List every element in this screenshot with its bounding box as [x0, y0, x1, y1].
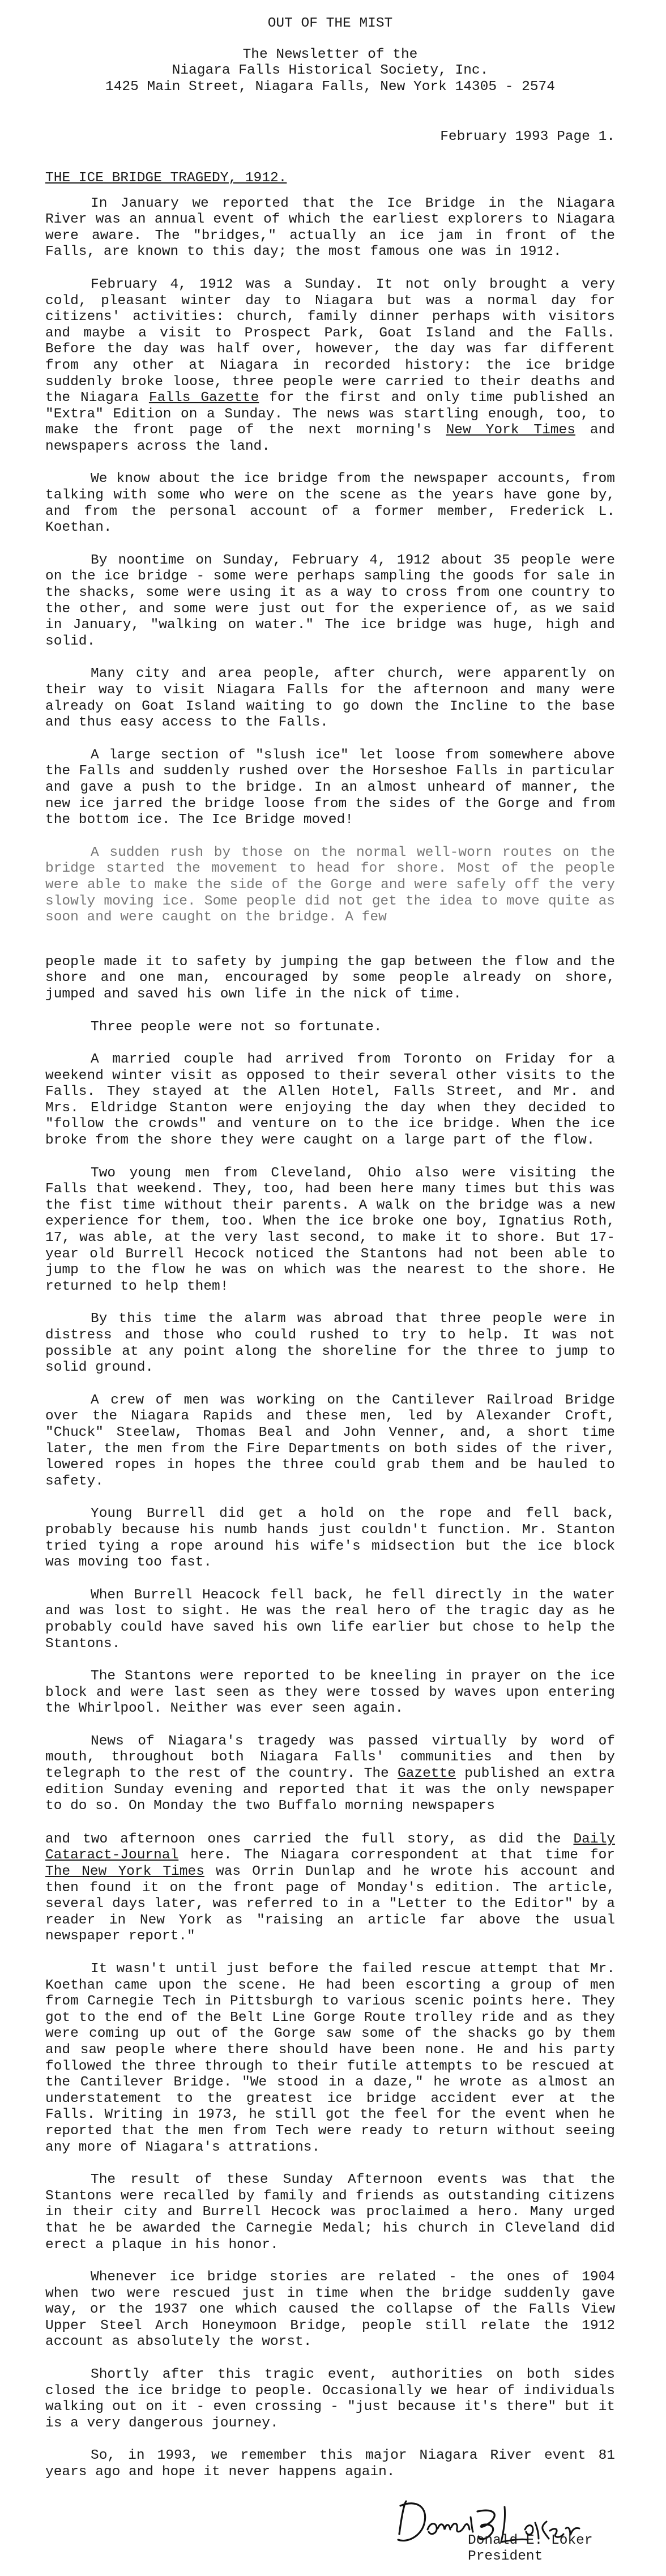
paragraph-2-text-b: for the first and only time published an "Extra" Edition on a Sunday. The news was startling enough, too, to make the front page of the next morning's — [45, 390, 615, 438]
paragraph-17 — [45, 1734, 615, 1815]
page-gap — [45, 1815, 615, 1832]
paragraph-5: Many city and area people, after church, were apparently on their way to visit Niagara Falls for the afternoon and many were already on Goat Island waiting to go down the Incline to the base and thus easy access to the Falls. — [45, 666, 615, 731]
paragraph-6: A large section of "slush ice" let loose from somewhere above the Falls and suddenly rushed over the Horseshoe Falls in particular and gave a push to the bridge. In an almost unheard of manner, the new ice jarred the bridge loose from the sides of the Gorge and from the bottom ice. The Ice Bridge moved! — [45, 747, 615, 828]
paragraph-2 — [45, 277, 615, 455]
paragraph-2-text-a: February 4, 1912 was a Sunday. It not only brought a very cold, pleasant winter day to Niagara but was a normal day for citizens' activities: church, family dinner perhaps with visitors and maybe a visit to Prospect Park, Goat Island and the Falls. Before the day was half over, however, the day was far different from any other at Niagara in recorded history: the ice bridge suddenly broke loose, three people were carried to their deaths and the Niagara — [45, 276, 615, 406]
signature-block — [45, 2491, 615, 2576]
masthead-subtitle: The Newsletter of the — [242, 46, 418, 62]
paragraph-21: Whenever ice bridge stories are related - the ones of 1904 when two were rescued just in time when the bridge suddenly gave way, or the 1937 one which caused the collapse of the Falls View Upper Steel Arch Honeymoon Bridge, people still relate the 1912 account as absolutely the worst. — [45, 2270, 615, 2350]
paragraph-4: By noontime on Sunday, February 4, 1912 about 35 people were on the ice bridge - some were perhaps sampling the goods for sale in the shacks, some were using it as a way to cross from one country to the other, and some were just out for the experience of, as we said in January, "walking on water." The ice bridge was huge, high and solid. — [45, 552, 615, 649]
paragraph-14: Young Burrell did get a hold on the rope and fell back, probably because his numb hands just couldn't function. Mr. Stanton tried tying a rope around his wife's midsection but the ice block was moving too fast. — [45, 1506, 615, 1571]
paragraph-16: The Stantons were reported to be kneeling in prayer on the ice block and were last seen as they were tossed by waves upon entering the Whirlpool. Neither was ever seen again. — [45, 1669, 615, 1717]
paragraph-18-text-a: and two afternoon ones carried the full story, as did the — [45, 1831, 574, 1847]
paragraph-20: The result of these Sunday Afternoon events was that the Stantons were recalled by family and friends as outstanding citizens in their city and Burrell Hecock was proclaimed a hero. Many urged that he be awarded the Carnegie Medal; his church in Cleveland did erect a plaque in his honor. — [45, 2172, 615, 2253]
newspaper-name: Daily Cataract-Journal — [45, 1831, 615, 1863]
newsletter-title: OUT OF THE MIST — [267, 16, 393, 31]
paragraph-8: people made it to safety by jumping the gap between the flow and the shore and one man, encouraged by some people already on shore, jumped and saved his own life in the nick of time. — [45, 954, 615, 1002]
paragraph-23: So, in 1993, we remember this major Niagara River event 81 years ago and hope it never happens again. — [45, 2448, 615, 2480]
page-gap — [45, 926, 615, 954]
masthead — [45, 16, 615, 95]
paragraph-10: A married couple had arrived from Toronto on Friday for a weekend winter visit as opposed to their several other visits to the Falls. They stayed at the Allen Hotel, Falls Street, and Mr. and Mrs. Eldridge Stanton were enjoying the day when they decided to "follow the crowds" and venture on to the ice bridge. When the ice broke from the shore they were caught on a large part of the flow. — [45, 1052, 615, 1149]
paragraph-9: Three people were not so fortunate. — [91, 1019, 382, 1035]
paragraph-18-text-c: was Orrin Dunlap and he wrote his account and then found it on the front page of Monday's edition. The article, several days later, was referred to in a "Letter to the Editor" by a reader in New York as "raising an article far above the usual newspaper report." — [45, 1864, 615, 1944]
paragraph-18 — [45, 1832, 615, 1945]
newspaper-name: Falls Gazette — [148, 390, 259, 406]
paragraph-17-text-b: published an extra edition Sunday evening and reported that it was the only newspaper to do so. On Monday the two Buffalo morning newspapers — [45, 1766, 615, 1814]
paragraph-2-text-c: and newspapers across the land. — [45, 423, 615, 454]
paragraph-17-text-a: News of Niagara's tragedy was passed virtually by word of mouth, throughout both Niagara Falls' communities and then by telegraph to the rest of the country. The — [45, 1733, 615, 1782]
signer-name: Donald E. Loker — [468, 2532, 593, 2548]
paragraph-1: In January we reported that the Ice Bridge in the Niagara River was an annual event of which the earliest explorers to Niagara were aware. The "bridges," actually an ice jam in front of the Falls, are known to this day; the most famous one was in 1912. — [45, 195, 615, 260]
paragraph-12: By this time the alarm was abroad that three people were in distress and those who could rushed to try to help. It was not possible at any point along the shoreline for the three to jump to solid ground. — [45, 1311, 615, 1376]
paragraph-19: It wasn't until just before the failed rescue attempt that Mr. Koethan came upon the scene. He had been escorting a group of men from Carnegie Tech in Pittsburgh to various scenic points here. They got to the end of the Belt Line Gorge Route trolley ride and as they were coming up out of the Gorge saw some of the shacks go by them and saw people where there should have been none. He and his party followed the three through to their futile attempts to be rescued at the Cantilever Bridge. "We stood in a daze," he wrote as almost an understatement to the greatest ice bridge accident ever at the Falls. Writing in 1973, he still got the feel for the event when he reported that the men from Tech were ready to return without seeing any more of Niagara's attrations. — [45, 1961, 615, 2155]
paragraph-11: Two young men from Cleveland, Ohio also were visiting the Falls that weekend. They, too, had been here many times but this was the fist time without their parents. A walk on the bridge was a new experience for them, too. When the ice broke one boy, Ignatius Roth, 17, was able, at the very last second, to make it to shore. But 17-year old Burrell Hecock noticed the Stantons had not been able to jump to the flow he was on which was the nearest to the shore. He returned to help them! — [45, 1165, 615, 1294]
society-name: Niagara Falls Historical Society, Inc. — [172, 63, 489, 79]
society-address: 1425 Main Street, Niagara Falls, New York 14305 - 2574 — [105, 79, 555, 95]
paragraph-3: We know about the ice bridge from the newspaper accounts, from talking with some who were on the scene as the years have gone by, and from the personal account of a former member, Frederick L. Koethan. — [45, 471, 615, 536]
newspaper-name: Gazette — [398, 1766, 456, 1782]
signer — [468, 2533, 615, 2565]
signer-title: President — [468, 2549, 543, 2565]
paragraph-13: A crew of men was working on the Cantilever Railroad Bridge over the Niagara Rapids and these men, led by Alexander Croft, "Chuck" Steelaw, Thomas Beal and John Venner, and, a short time later, the men from the Fire Departments on both sides of the river, lowered ropes in hopes the three could grab them and be hauled to safety. — [45, 1392, 615, 1489]
paragraph-7: A sudden rush by those on the normal well-worn routes on the bridge started the movement to head for shore. Most of the people were able to make the side of the Gorge and were safely off the very slowly moving ice. Some people did not get the idea to move quite as soon and were caught on the bridge. A few — [45, 845, 615, 926]
dateline: February 1993 Page 1. — [440, 129, 615, 145]
article-headline: THE ICE BRIDGE TRAGEDY, 1912. — [45, 170, 287, 186]
newspaper-name: New York Times — [446, 423, 575, 438]
paragraph-22: Shortly after this tragic event, authorities on both sides closed the ice bridge to people. Occasionally we hear of individuals walking out on it - even crossing - "just because it's there" but it is a very dangerous journey. — [45, 2367, 615, 2431]
newspaper-name: The New York Times — [45, 1864, 204, 1880]
paragraph-18-text-b: here. The Niagara correspondent at that time for — [178, 1848, 615, 1863]
paragraph-15: When Burrell Heacock fell back, he fell directly in the water and was lost to sight. He was the real hero of the tragic day as he probably could have saved his own life earlier but chose to help the Stantons. — [45, 1587, 615, 1652]
